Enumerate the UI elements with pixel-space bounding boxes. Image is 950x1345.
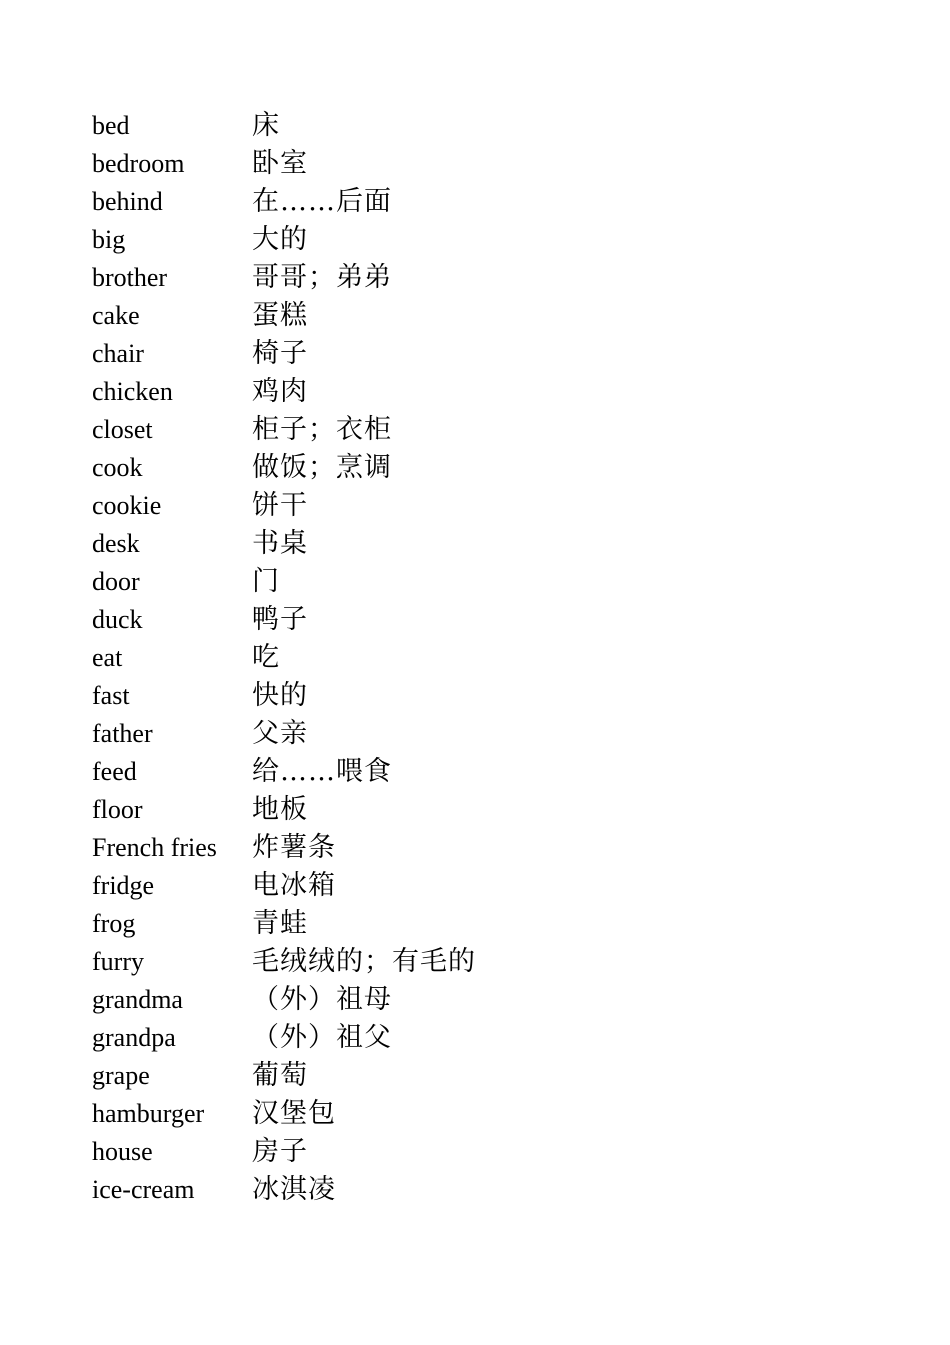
english-word: hamburger <box>92 1099 205 1128</box>
vocab-entry <box>92 221 476 259</box>
vocabulary-list <box>92 107 476 1209</box>
vocab-entry <box>92 677 476 715</box>
vocab-entry <box>92 943 476 981</box>
english-word: cake <box>92 301 140 330</box>
chinese-meaning: （外）祖父 <box>252 1022 392 1053</box>
chinese-meaning: 汉堡包 <box>252 1098 336 1129</box>
english-word: cook <box>92 453 143 482</box>
chinese-meaning: 电冰箱 <box>252 870 336 901</box>
chinese-meaning: 饼干 <box>252 490 308 521</box>
english-word: fast <box>92 681 130 710</box>
english-word: feed <box>92 757 137 786</box>
chinese-meaning: 房子 <box>252 1136 308 1167</box>
english-word: bedroom <box>92 149 185 178</box>
vocab-entry <box>92 753 476 791</box>
chinese-meaning: 葡萄 <box>252 1060 308 1091</box>
chinese-meaning: 椅子 <box>252 338 308 369</box>
vocab-entry <box>92 297 476 335</box>
english-word: floor <box>92 795 143 824</box>
english-word: bed <box>92 111 130 140</box>
chinese-meaning: 吃 <box>252 642 280 673</box>
chinese-meaning: 在……后面 <box>252 186 392 217</box>
english-word: closet <box>92 415 153 444</box>
vocab-entry <box>92 487 476 525</box>
english-word: furry <box>92 947 144 976</box>
chinese-meaning: 炸薯条 <box>252 832 336 863</box>
vocab-entry <box>92 981 476 1019</box>
vocab-entry <box>92 145 476 183</box>
english-word: duck <box>92 605 143 634</box>
chinese-meaning: 鸡肉 <box>252 376 308 407</box>
english-word: fridge <box>92 871 155 900</box>
chinese-meaning: 快的 <box>252 680 308 711</box>
vocab-entry <box>92 601 476 639</box>
vocab-entry <box>92 449 476 487</box>
chinese-meaning: 地板 <box>252 794 308 825</box>
chinese-meaning: 床 <box>252 110 280 141</box>
vocab-entry <box>92 639 476 677</box>
vocab-entry <box>92 1133 476 1171</box>
english-word: cookie <box>92 491 162 520</box>
vocab-entry <box>92 867 476 905</box>
english-word: chair <box>92 339 144 368</box>
english-word: grape <box>92 1061 150 1090</box>
english-word: grandpa <box>92 1023 176 1052</box>
english-word: frog <box>92 909 136 938</box>
chinese-meaning: 哥哥；弟弟 <box>252 262 392 293</box>
chinese-meaning: 大的 <box>252 224 308 255</box>
vocab-entry <box>92 373 476 411</box>
chinese-meaning: 卧室 <box>252 148 308 179</box>
vocab-entry <box>92 411 476 449</box>
vocab-entry <box>92 183 476 221</box>
vocab-entry <box>92 259 476 297</box>
english-word: French fries <box>92 833 217 862</box>
vocab-entry <box>92 905 476 943</box>
vocab-entry <box>92 1057 476 1095</box>
english-word: chicken <box>92 377 173 406</box>
english-word: door <box>92 567 140 596</box>
vocab-entry <box>92 791 476 829</box>
chinese-meaning: 柜子；衣柜 <box>252 414 392 445</box>
vocab-entry <box>92 1171 476 1209</box>
english-word: ice-cream <box>92 1175 195 1204</box>
chinese-meaning: 冰淇凌 <box>252 1174 336 1205</box>
english-word: house <box>92 1137 153 1166</box>
vocab-entry <box>92 715 476 753</box>
vocab-entry <box>92 107 476 145</box>
chinese-meaning: 毛绒绒的；有毛的 <box>252 946 476 977</box>
chinese-meaning: 鸭子 <box>252 604 308 635</box>
chinese-meaning: 父亲 <box>252 718 308 749</box>
vocab-entry <box>92 525 476 563</box>
vocab-entry <box>92 335 476 373</box>
english-word: big <box>92 225 126 254</box>
english-word: brother <box>92 263 168 292</box>
vocab-entry <box>92 563 476 601</box>
chinese-meaning: 书桌 <box>252 528 308 559</box>
chinese-meaning: 做饭；烹调 <box>252 452 392 483</box>
vocab-entry <box>92 1019 476 1057</box>
chinese-meaning: 给……喂食 <box>252 756 392 787</box>
chinese-meaning: （外）祖母 <box>252 984 392 1015</box>
chinese-meaning: 青蛙 <box>252 908 308 939</box>
english-word: grandma <box>92 985 183 1014</box>
vocab-entry <box>92 1095 476 1133</box>
english-word: behind <box>92 187 163 216</box>
english-word: father <box>92 719 153 748</box>
chinese-meaning: 门 <box>252 566 280 597</box>
english-word: desk <box>92 529 140 558</box>
vocab-entry <box>92 829 476 867</box>
chinese-meaning: 蛋糕 <box>252 300 308 331</box>
english-word: eat <box>92 643 123 672</box>
